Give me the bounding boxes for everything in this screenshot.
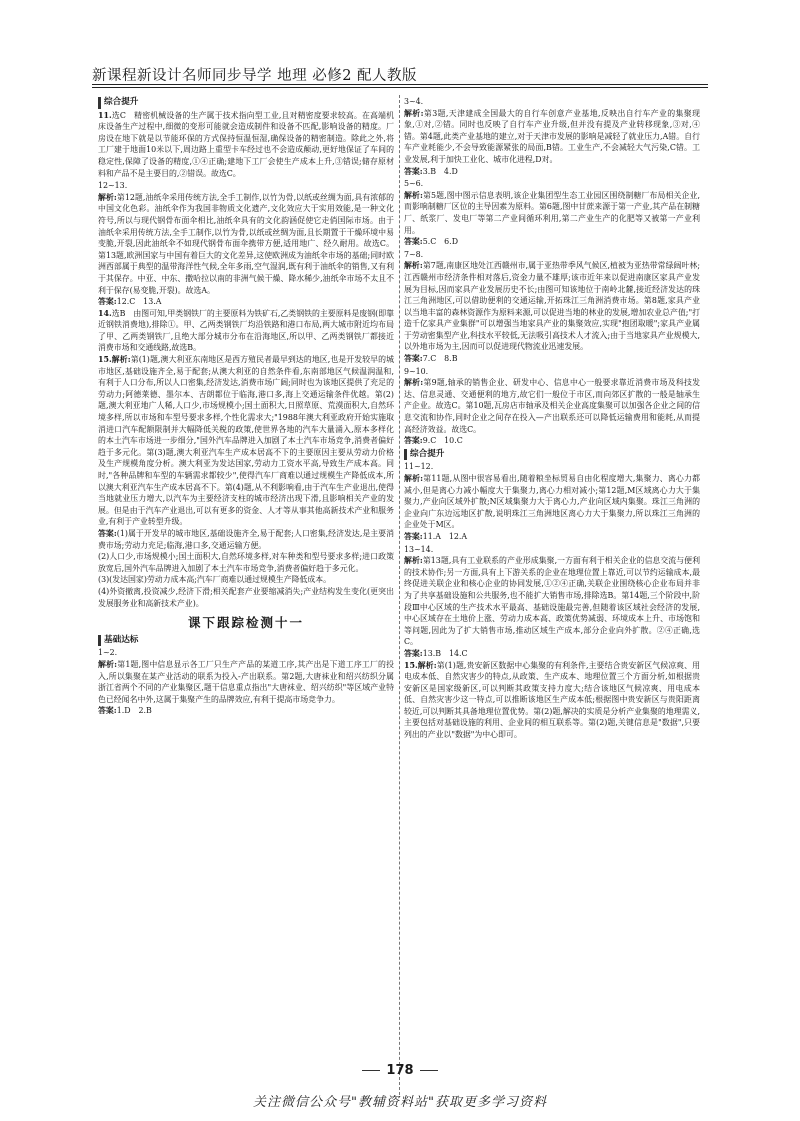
answer-text: 12.C 13.A <box>116 297 162 307</box>
answer-tag: 答案: <box>404 436 423 446</box>
page-header: 新课程新设计名师同步导学 地理 必修2 配人教版 <box>92 68 418 84</box>
answer-text: 7.C 8.B <box>422 354 458 364</box>
answer-7-8 <box>404 353 700 365</box>
analysis-text: 第13题,具有工业联系的产业形成集聚,一方面有利于相关企业的信息交流与便利的技术协作;另一方面,具有上下游关系的企业在地理位置上靠近,可以节约运输成本,最终促进关联企业和核心企业的协同发展,①②④正确,关联企业围绕核心企业布局并非为了共享基础设施和公共服务,也不能扩大销售市场,排除选B。第14题,三个阶段中,阶段Ⅲ中心区域的生产技术水平最高、基础设施最完善,但随着该区域社会经济的发展,中心区域存在土地价上涨、劳动力成本高、政策优势减弱、环境成本上升、市场饱和等问题,因此为了扩大销售市场,推动区域生产成本,部分企业向外扩散。②④正确,选C。 <box>404 556 700 647</box>
question-number: 15. <box>98 355 112 365</box>
section-heading: 综合提升 <box>404 449 700 461</box>
question-1-analysis <box>98 659 394 705</box>
question-15-analysis <box>404 660 700 741</box>
answer-3-4 <box>404 166 700 178</box>
question-3-analysis <box>404 108 700 166</box>
test-title: 课下跟踪检测十一 <box>187 615 304 631</box>
analysis-text: 第(1)题,贵安新区数据中心集聚的有利条件,主要结合贵安新区气候凉爽、用电成本低、自然灾害少的特点,从政策、生产成本、地理位置三个方面分析,如根据贵安新区是国家级新区,可以判断其政策支持力度大;结合该地区气候凉爽、用电成本低、自然灾害少这一特点,可以推断该地区生产成本低;根据图中贵安新区与贵阳距离较近,可以判断其具备地理位置优势。第(2)题,解决的实质是分析产业集聚的地理需义,主要包括对基础设施的利用、企业间的相互联系等。第(2)题,关键信息是"数据",只要列出的产业以"数据"为中心即可。 <box>404 660 700 740</box>
analysis-tag: 解析: <box>404 261 423 271</box>
analysis-text: 第7题,南康区地处江西赣州市,属于亚热带季风气候区,植被为亚热带常绿阔叶林;江西赣州市经济条件相对落后,资金力量不雄厚;该市近年来以促进南康区家具产业发展为目标,因而家具产业发展历史不长;由图可知该地位于南岭北麓,接近经济发达的珠江三角洲地区,可以借助便利的交通运输,开拓珠江三角洲消费市场。第8题,家具产业以当地丰富的森林资源作为原料来源,可以促进当地的林业的发展,增加农业总产值;"打造千亿家具产业集群"可以增强当地家具产业的集聚效应,实现"抱团取暖";家具产业属于劳动密集型产业,科技水平较低,无法吸引高技术人才流入;由于当地家具产业规模大,以外地市场为主,因而可以促进现代物流业迅速发展。 <box>404 261 700 352</box>
answer-15-part-4: (4)外资撤离,投资减少,经济下滑;相关配套产业要缩减消失;产业结构发生变化(更突出发展服务业和高新技术产业)。 <box>98 586 394 608</box>
question-7-analysis <box>404 260 700 353</box>
question-14 <box>98 308 394 354</box>
analysis-text: 第9题,轴承的销售企业、研发中心、信息中心一般要求靠近消费市场及科技发达、信息灵通、交通便利的地方,故它们一般位于市区,而向郊区扩散的一般是轴承生产企业。故选C。第10题,瓦房店市轴承及相关企业高度集聚可以加强各企业之间的信息交流和协作,同时企业之间存在投入—产出联系还可以降低运输费用和能耗,从而提高经济效益。故选C。 <box>404 378 700 434</box>
analysis-tag: 解析: <box>404 378 424 388</box>
question-11 <box>98 110 394 180</box>
answer-15-part-3: (3)(发达国家)劳动力成本高;汽车厂商难以通过规模生产降低成本。 <box>98 575 332 585</box>
question-number: 14. <box>98 308 112 318</box>
answer-tag: 答案: <box>98 528 117 538</box>
answer-text: (1)属于开发早的城市地区,基础设施齐全,易于配套;人口密集,经济发达,是主要消费市场;劳动力充足;临海,港口多,交通运输方便。 <box>98 528 394 550</box>
right-column <box>404 95 700 1101</box>
question-range-label: 7~8. <box>404 249 424 259</box>
page-number: 178 <box>345 1063 455 1078</box>
analysis-tag: 解析: <box>111 355 131 365</box>
analysis-text: 第3题,天津建成全国最大的自行车创意产业基地,反映出自行车产业的集聚现象,①对,②错。同时也反映了自行车产业升级,但并没有提及产业转移现象,③对,④错。第4题,此类产业基地的建立,对于天津市发展的影响是减轻了就业压力,A错。自行车产业耗能少,不会导致能源紧张的局面,B错。工业生产,不会减轻大气污染,C错。工业发展,利于加快工业化、城市化进程,D对。 <box>404 108 700 164</box>
answer-text: 9.C 10.C <box>422 436 463 446</box>
answer-1-2 <box>98 705 394 717</box>
analysis-text: 第5题,图中图示信息表明,该企业集团型生态工业园区围绕制糖厂布局相关企业,而影响制糖厂区位的主导因素为原料。第6题,图中甘蔗来源于第一产业,其产品在制糖厂、纸浆厂、发电厂等第二产业间循环利用,第二产业生产的化肥等又被第一产业利用。 <box>404 190 700 235</box>
answer-text: 1.D 2.B <box>116 706 152 716</box>
footer-note: 关注微信公众号"教辅资料站"获取更多学习资料 <box>253 1095 547 1110</box>
answer-13-14 <box>404 648 700 660</box>
answer-tag: 答案: <box>404 648 423 658</box>
answer-tag: 答案: <box>98 297 117 307</box>
answer-9-10 <box>404 435 700 447</box>
answer-tag: 答案: <box>404 531 423 541</box>
left-column <box>98 95 394 1101</box>
analysis-tag: 解析: <box>404 190 423 200</box>
question-11-analysis <box>404 473 700 531</box>
column-divider <box>399 95 400 1095</box>
question-15-analysis <box>98 354 394 528</box>
answer-text: 13.B 14.C <box>422 648 468 658</box>
analysis-tag: 解析: <box>404 108 424 118</box>
analysis-text: 第(1)题,澳大利亚东南地区是西方殖民者最早到达的地区,也是开发较早的城市地区,基础设施齐全,易于配套;从澳大利亚的自然条件看,东南部地区气候温润温和,有利于人口分布,所以人口密集,经济发达,消费市场广阔;同时也为该地区提供了充足的劳动力;阿德莱德、墨尔本、吉朗都位于临海,港口多,海上交通运输条件优越。第(2)题,澳大利亚地广人稀,人口少,市场规模小;国土面积大,日照草原、荒漠面积大,自然环境多样,所以市场和车型号要求多样,个性化需求大;"1988年澳大利亚政府开始实施取消进口汽车配额限制并大幅降低关税的政策,使世界各地的汽车大量涌入,原本多样化的本土汽车市场进一步细分,"国外汽车品牌进入加剧了本土汽车市场竞争,消费者偏好趋于多元化。第(3)题,澳大利亚汽车生产成本居高不下的主要原因主要从劳动力价格及生产规模角度分析。澳大利亚为发达国家,劳动力工资水平高,导致生产成本高。同时,"各种品牌和车型的车辆需求都较少",使得汽车厂商难以通过规模生产降低成本,所以澳大利亚汽车生产成本居高不下。第(4)题,从不利影响看,由于汽车生产业退出,使得当地就业压力增大,以汽车为主要经济支柱的城市经济出现下滑,且影响相关产业的发展。但是由于汽车产业退出,可以有更多的资金、人才等从事其他高新技术产业和服务业,有利于产业转型升级。 <box>98 355 394 527</box>
header-rule <box>92 84 708 88</box>
question-range-label: 5~6. <box>404 179 424 189</box>
section-heading: 综合提升 <box>98 97 394 109</box>
question-text: 选B 由图可知,甲类钢铁厂的主要原料为铁矿石,乙类钢铁的主要原料是废钢(即靠近钢铁消费地),排除①。甲、乙两类钢铁厂均沿铁路和港口布局,两大城市附近均布局了甲、乙两类钢铁厂,且绝大部分城市分布在沿海地区,所以甲、乙两类钢铁厂都接近消费市场和交通线路,故选B。 <box>98 308 394 353</box>
analysis-tag: 解析: <box>417 660 437 670</box>
analysis-tag: 解析: <box>98 659 118 669</box>
analysis-tag: 解析: <box>404 556 423 566</box>
question-range-label: 3~4. <box>404 97 424 106</box>
analysis-tag: 解析: <box>404 474 424 483</box>
answer-tag: 答案: <box>404 237 423 247</box>
answer-text: 3.B 4.D <box>422 166 458 176</box>
answer-11-12 <box>404 531 700 543</box>
question-range-label: 1~2. <box>98 648 118 658</box>
question-13-analysis <box>404 555 700 648</box>
question-range-label: 12~13. <box>98 181 128 191</box>
question-number: 15. <box>404 660 418 670</box>
analysis-text: 第1题,图中信息显示各工厂只生产产品的某道工序,其产出是下道工序工厂的投入,所以集聚在某产业活动的联系为投入-产出联系。第2题,大唐袜业和绍兴纺织分属浙江省两个不同的产业集聚区,题干信息重点指出"大唐袜业、绍兴纺织"等区域产业特色已经闻名中外,这属于集聚产生的品牌效应,有利于提高市场竞争力。 <box>98 659 394 704</box>
answer-15 <box>98 528 394 551</box>
answer-5-6 <box>404 236 700 248</box>
answer-text: 11.A 12.A <box>422 531 468 541</box>
answer-text: 5.C 6.D <box>422 237 459 247</box>
analysis-tag: 解析: <box>98 192 117 202</box>
question-12-analysis <box>98 192 394 296</box>
question-range-label: 11~12. <box>404 462 434 472</box>
question-number: 11. <box>98 110 112 120</box>
answer-tag: 答案: <box>98 706 117 716</box>
answer-tag: 答案: <box>404 354 423 364</box>
answer-tag: 答案: <box>404 166 423 176</box>
section-heading: 基础达标 <box>98 635 394 647</box>
question-9-analysis <box>404 377 700 435</box>
question-5-analysis <box>404 190 700 236</box>
question-range-label: 9~10. <box>404 366 429 376</box>
question-range-label: 13~14. <box>404 544 434 554</box>
answer-15-part-2: (2)人口少,市场规模小;国土面积大,自然环境多样,对车种类和型号要求多样;进口政策放宽后,国外汽车品牌进入加剧了本土汽车市场竞争,消费者偏好趋于多元化。 <box>98 552 394 573</box>
analysis-text: 第12题,油纸伞采用传统方法,全手工制作,以竹为骨,以纸或丝绸为面,具有浓郁的中国文化色彩。油纸伞作为我国非物质文化遗产,文化效应大于实用效能,是一种文化符号,所以与现代钢骨布面伞相比,油纸伞具有的文化韵涵促使它走俏国际市场。由于油纸伞采用传统方法,全手工制作,以竹为骨,以纸或丝绸为面,且长期置于干燥环境中易变脆,开裂,因此油纸伞不如现代钢骨布面伞携带方便,适用地广、经久耐用。故选C。第13题,欧洲国家与中国有着巨大的文化差异,这使欧洲成为油纸伞市场的基础;同时欧洲西部属于典型的温带海洋性气候,全年多雨,空气湿润,既有利于油纸伞的销售,又有利于其保存。中亚、中东、撒哈拉以南的非洲气候干燥、降水稀少,油纸伞市场不太且不利于保存(易变脆,开裂)。故选A。 <box>98 192 394 295</box>
question-text: 选C 精密机械设备的生产属于技术指向型工业,且对精密度要求较高。在高端机床设备生产过程中,细微的变形可能就会造成制件和设备不匹配,影响设备的精度。厂房设在地下就是以节能环保的方式保持恒温恒湿,确保设备的精密制造。除此之外,将工厂建于地面10米以下,周边路上重型卡车经过也不会造成颠动,更好地保证了车间的稳定性,保障了设备的精度,①④正确;建地下工厂会使生产成本上升,③错误;储存原材料和产品不是主要目的,②错误。故选C。 <box>98 110 394 178</box>
analysis-text: 第11题,从图中很容易看出,随着粮坐标贸易自由化程度增大,集聚力、离心力都减小,但是离心力减小幅度大于集聚力,离心力相对减小;第12题,M区域离心力大于集聚力,产业向区域外扩散;N区域集聚力大于离心力,产业向区域内集聚。珠江三角洲的企业向广东边远地区扩散,说明珠江三角洲地区离心力大于集聚力,所以珠江三角洲的企业处于M区。 <box>404 474 700 530</box>
answer-12-13 <box>98 296 394 308</box>
